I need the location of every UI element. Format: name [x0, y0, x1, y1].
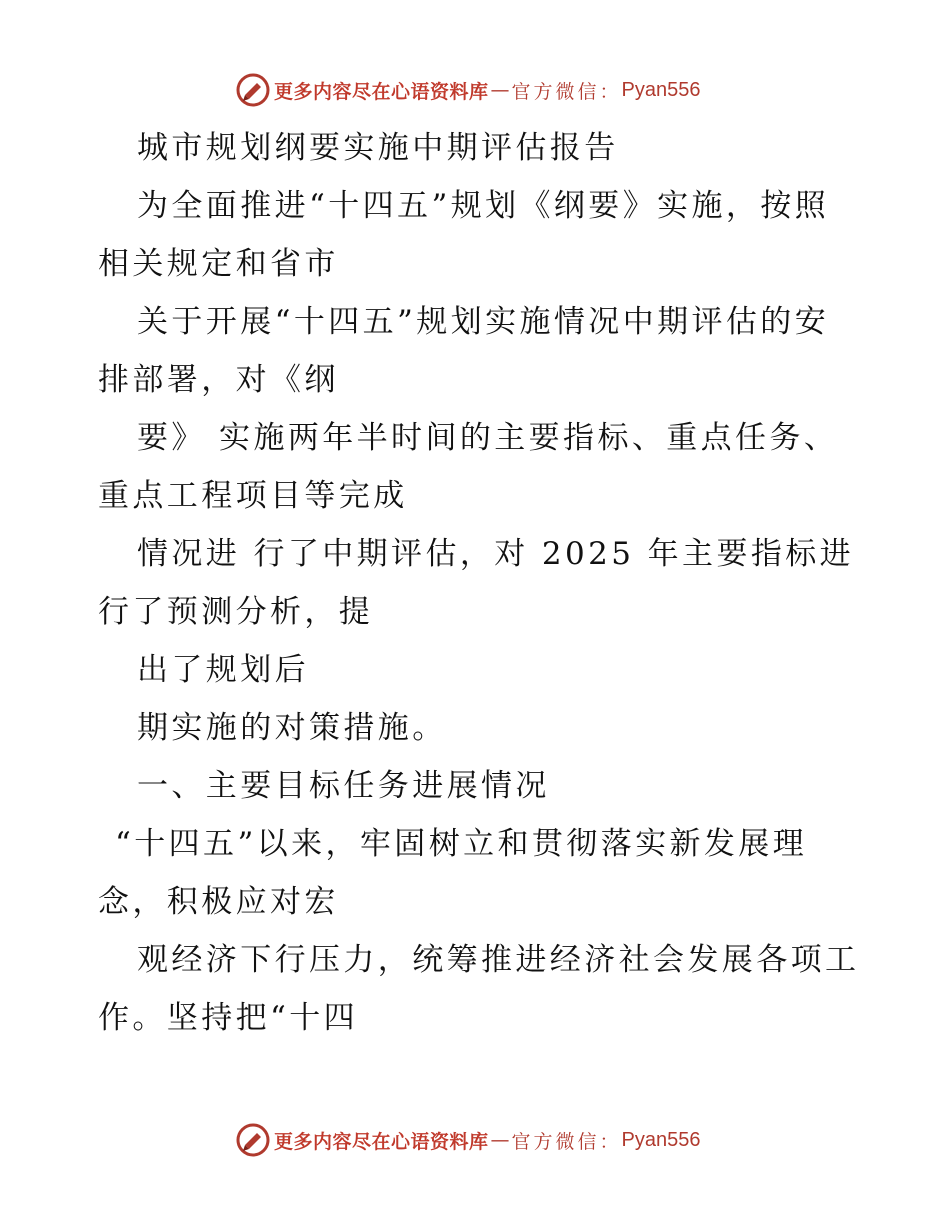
banner-content [236, 1120, 701, 1160]
paragraph-line: 念，积极应对宏 [98, 884, 339, 920]
paragraph-line: 出了规划后 [137, 652, 309, 688]
paragraph-line: 行了预测分析，提 [98, 594, 374, 630]
paragraph-line: 关于开展“十四五”规划实施情况中期评估的安 [137, 304, 830, 340]
banner-separator: — [490, 79, 510, 101]
banner-wechat-id: Pyan556 [621, 78, 701, 101]
footer-watermark-banner [0, 1120, 950, 1160]
banner-wechat-label: 官方微信： [511, 1130, 622, 1153]
banner-main-text: 更多内容尽在心语资料库 [274, 80, 489, 103]
book-pen-icon [236, 1123, 270, 1157]
banner-wechat-label: 官方微信： [511, 80, 622, 103]
banner-separator: — [490, 1129, 510, 1151]
paragraph-line: 相关规定和省市 [98, 246, 339, 282]
banner-main-text: 更多内容尽在心语资料库 [274, 1130, 489, 1153]
banner-wechat-id: Pyan556 [621, 1128, 701, 1151]
paragraph-line: 要》 实施两年半时间的主要指标、重点任务、 [137, 420, 839, 456]
document-title: 城市规划纲要实施中期评估报告 [137, 130, 619, 166]
paragraph-line: 期实施的对策措施。 [137, 710, 447, 746]
paragraph-line: “十四五”以来，牢固树立和贯彻落实新发展理 [115, 826, 808, 862]
paragraph-line: 情况进 行了中期评估，对 2025 年主要指标进 [137, 536, 855, 572]
paragraph-line: 作。坚持把“十四 [98, 1000, 359, 1036]
section-heading: 一、主要目标任务进展情况 [137, 768, 550, 804]
paragraph-line: 排部署，对《纲 [98, 362, 339, 398]
paragraph-line: 观经济下行压力，统筹推进经济社会发展各项工 [137, 942, 860, 978]
paragraph-line: 为全面推进“十四五”规划《纲要》实施，按照 [137, 188, 830, 224]
paragraph-line: 重点工程项目等完成 [98, 478, 408, 514]
